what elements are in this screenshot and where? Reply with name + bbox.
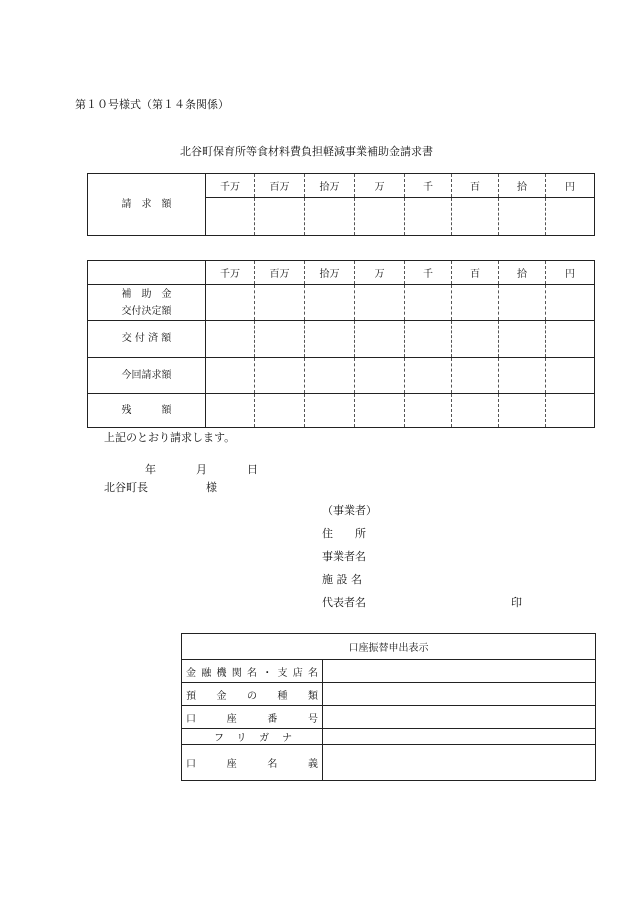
amount-cell[interactable] [405, 357, 452, 393]
account-number-field[interactable] [323, 706, 596, 729]
amount-cell[interactable] [499, 393, 546, 427]
amount-cell[interactable] [305, 285, 355, 321]
unit-header: 拾 [499, 174, 546, 198]
bank-branch-field[interactable] [323, 660, 596, 683]
unit-header: 拾万 [305, 174, 355, 198]
amount-cell[interactable] [305, 393, 355, 427]
amount-cell[interactable] [206, 198, 255, 236]
amount-cell[interactable] [499, 285, 546, 321]
date-month-label: 月 [196, 463, 207, 476]
request-statement: 上記のとおり請求します。 [104, 431, 236, 444]
amount-cell[interactable] [405, 321, 452, 357]
deposit-type-label: 預金の種類 [182, 683, 323, 706]
claim-amount-table [87, 173, 595, 236]
amount-cell[interactable] [452, 285, 499, 321]
amount-cell[interactable] [452, 393, 499, 427]
unit-header: 千万 [206, 174, 255, 198]
amount-cell[interactable] [546, 321, 595, 357]
amount-cell[interactable] [405, 393, 452, 427]
row-label-grant-decision: 補 助 金 交付決定額 [88, 285, 206, 321]
unit-header: 百万 [255, 261, 305, 285]
amount-cell[interactable] [255, 285, 305, 321]
unit-header: 千 [405, 261, 452, 285]
unit-header: 万 [355, 174, 405, 198]
amount-cell[interactable] [255, 198, 305, 236]
amount-cell[interactable] [405, 285, 452, 321]
amount-cell[interactable] [546, 285, 595, 321]
claim-amount-label: 請 求 額 [88, 174, 206, 236]
seal-mark: 印 [511, 596, 522, 609]
unit-header: 拾 [499, 261, 546, 285]
amount-cell[interactable] [405, 198, 452, 236]
unit-header: 百 [452, 174, 499, 198]
amount-cell[interactable] [305, 357, 355, 393]
addressee-name: 北谷町長 [104, 481, 148, 494]
amount-cell[interactable] [546, 357, 595, 393]
addressee-honorific: 様 [206, 481, 217, 494]
row-label-balance: 残 額 [88, 393, 206, 427]
date-day-label: 日 [247, 463, 258, 476]
date-year-label: 年 [145, 463, 156, 476]
bank-table-header: 口座振替申出表示 [182, 634, 596, 660]
amount-cell[interactable] [499, 321, 546, 357]
amount-cell[interactable] [206, 285, 255, 321]
applicant-address-label: 住 所 [322, 527, 366, 540]
document-title: 北谷町保育所等食材料費負担軽減事業補助金請求書 [180, 145, 433, 158]
deposit-type-field[interactable] [323, 683, 596, 706]
amount-cell[interactable] [355, 198, 405, 236]
account-holder-field[interactable] [323, 745, 596, 781]
amount-cell[interactable] [255, 357, 305, 393]
row-label-paid-amount: 交 付 済 額 [88, 321, 206, 357]
amount-cell[interactable] [305, 198, 355, 236]
amount-cell[interactable] [206, 357, 255, 393]
amount-cell[interactable] [255, 393, 305, 427]
subsidy-detail-table [87, 260, 595, 428]
account-number-label: 口座番号 [182, 706, 323, 729]
amount-cell[interactable] [255, 321, 305, 357]
unit-header: 百万 [255, 174, 305, 198]
account-holder-label: 口座名義 [182, 745, 323, 781]
amount-cell[interactable] [452, 357, 499, 393]
amount-cell[interactable] [206, 321, 255, 357]
amount-cell[interactable] [546, 198, 595, 236]
amount-cell[interactable] [355, 321, 405, 357]
amount-cell[interactable] [305, 321, 355, 357]
amount-cell[interactable] [546, 393, 595, 427]
bank-transfer-table [181, 633, 596, 781]
unit-header: 円 [546, 261, 595, 285]
bank-branch-label: 金融機関名・支店名 [182, 660, 323, 683]
amount-cell[interactable] [355, 285, 405, 321]
applicant-representative-label: 代表者名 [322, 596, 366, 609]
applicant-business-name-label: 事業者名 [322, 550, 366, 563]
amount-cell[interactable] [355, 393, 405, 427]
applicant-facility-name-label: 施 設 名 [322, 573, 362, 586]
unit-header: 百 [452, 261, 499, 285]
amount-cell[interactable] [355, 357, 405, 393]
unit-header: 千 [405, 174, 452, 198]
row-label-current-claim: 今回請求額 [88, 357, 206, 393]
header-blank-cell [88, 261, 206, 285]
amount-cell[interactable] [499, 357, 546, 393]
unit-header: 千万 [206, 261, 255, 285]
form-number: 第１０号様式（第１４条関係） [75, 98, 229, 111]
amount-cell[interactable] [452, 321, 499, 357]
unit-header: 円 [546, 174, 595, 198]
furigana-field[interactable] [323, 729, 596, 745]
applicant-heading: （事業者） [322, 504, 377, 517]
amount-cell[interactable] [452, 198, 499, 236]
unit-header: 万 [355, 261, 405, 285]
amount-cell[interactable] [206, 393, 255, 427]
furigana-label: フリガナ [182, 729, 323, 745]
amount-cell[interactable] [499, 198, 546, 236]
unit-header: 拾万 [305, 261, 355, 285]
